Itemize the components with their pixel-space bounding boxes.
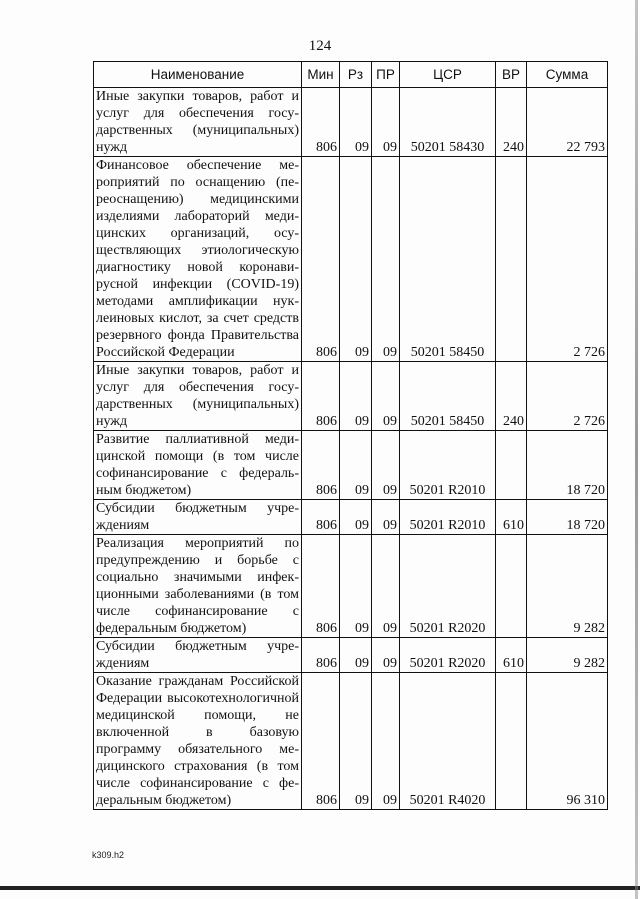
table-row [94,431,608,500]
row-rz: 09 [340,362,372,431]
row-min: 806 [302,500,340,535]
row-pr: 09 [372,88,400,157]
row-csr: 50201 58430 [400,88,496,157]
scan-right-edge [635,0,638,899]
row-sum: 9 282 [527,638,608,673]
row-name: Иные закупки товаров, работ и услуг для обеспечения государственных (муниципальных) нужд [94,88,302,157]
table-row [94,535,608,638]
row-rz: 09 [340,500,372,535]
row-name: Оказание гражданам Российской Федерации высокотехнологичной медицинской помощи, не включенной в базовую программу обязательного медицинского страхования (в том числе софинансирование с федеральным бюджетом) [94,673,302,810]
row-csr: 50201 R2010 [400,500,496,535]
row-csr: 50201 R2020 [400,535,496,638]
row-min: 806 [302,157,340,362]
row-name: Субсидии бюджетным учреждениям [94,500,302,535]
row-vr [496,431,527,500]
row-sum: 2 726 [527,362,608,431]
row-rz: 09 [340,88,372,157]
row-csr: 50201 58450 [400,362,496,431]
row-rz: 09 [340,431,372,500]
column-header-min: Мин [302,62,340,88]
scan-bottom-bar [0,886,640,890]
row-vr [496,673,527,810]
row-pr: 09 [372,535,400,638]
column-header-vr: ВР [496,62,527,88]
row-vr [496,535,527,638]
column-header-name: Наименование [94,62,302,88]
row-name: Субсидии бюджетным учреждениям [94,638,302,673]
row-pr: 09 [372,638,400,673]
row-vr: 240 [496,88,527,157]
row-sum: 18 720 [527,500,608,535]
row-csr: 50201 58450 [400,157,496,362]
table-row [94,638,608,673]
row-csr: 50201 R2020 [400,638,496,673]
column-header-sum: Сумма [527,62,608,88]
page-number: 124 [308,38,332,54]
table-header-row [94,62,608,88]
row-pr: 09 [372,362,400,431]
row-min: 806 [302,673,340,810]
column-header-pr: ПР [372,62,400,88]
row-sum: 2 726 [527,157,608,362]
row-sum: 9 282 [527,535,608,638]
row-pr: 09 [372,431,400,500]
row-pr: 09 [372,673,400,810]
table-row [94,500,608,535]
row-name: Финансовое обеспечение мероприятий по оснащению (переоснащению) медицинскими изделиями лабораторий медицинских организаций, осуществляющих этиологическую диагностику новой коронавирусной инфекции (COVID-19) методами амплификации нуклеиновых кислот, за счет средств резервного фонда Правительства Российской Федерации [94,157,302,362]
row-min: 806 [302,535,340,638]
row-vr: 240 [496,362,527,431]
budget-table [93,61,608,810]
row-min: 806 [302,88,340,157]
row-csr: 50201 R2010 [400,431,496,500]
table-row [94,157,608,362]
row-vr [496,157,527,362]
table-row [94,362,608,431]
row-rz: 09 [340,673,372,810]
row-rz: 09 [340,638,372,673]
row-rz: 09 [340,157,372,362]
row-min: 806 [302,638,340,673]
row-sum: 18 720 [527,431,608,500]
table-row [94,673,608,810]
row-vr: 610 [496,638,527,673]
row-rz: 09 [340,535,372,638]
row-name: Развитие паллиативной медицинской помощи (в том числе софинансирование с федеральным бюджетом) [94,431,302,500]
row-name: Иные закупки товаров, работ и услуг для обеспечения государственных (муниципальных) нужд [94,362,302,431]
row-sum: 22 793 [527,88,608,157]
row-pr: 09 [372,157,400,362]
table-row [94,88,608,157]
footer-document-code: k309.h2 [92,850,125,860]
row-sum: 96 310 [527,673,608,810]
column-header-csr: ЦСР [400,62,496,88]
row-csr: 50201 R4020 [400,673,496,810]
row-min: 806 [302,431,340,500]
row-min: 806 [302,362,340,431]
row-pr: 09 [372,500,400,535]
row-vr: 610 [496,500,527,535]
column-header-rz: Рз [340,62,372,88]
row-name: Реализация мероприятий по предупреждению и борьбе с социально значимыми инфекционными заболеваниями (в том числе софинансирование с федеральным бюджетом) [94,535,302,638]
